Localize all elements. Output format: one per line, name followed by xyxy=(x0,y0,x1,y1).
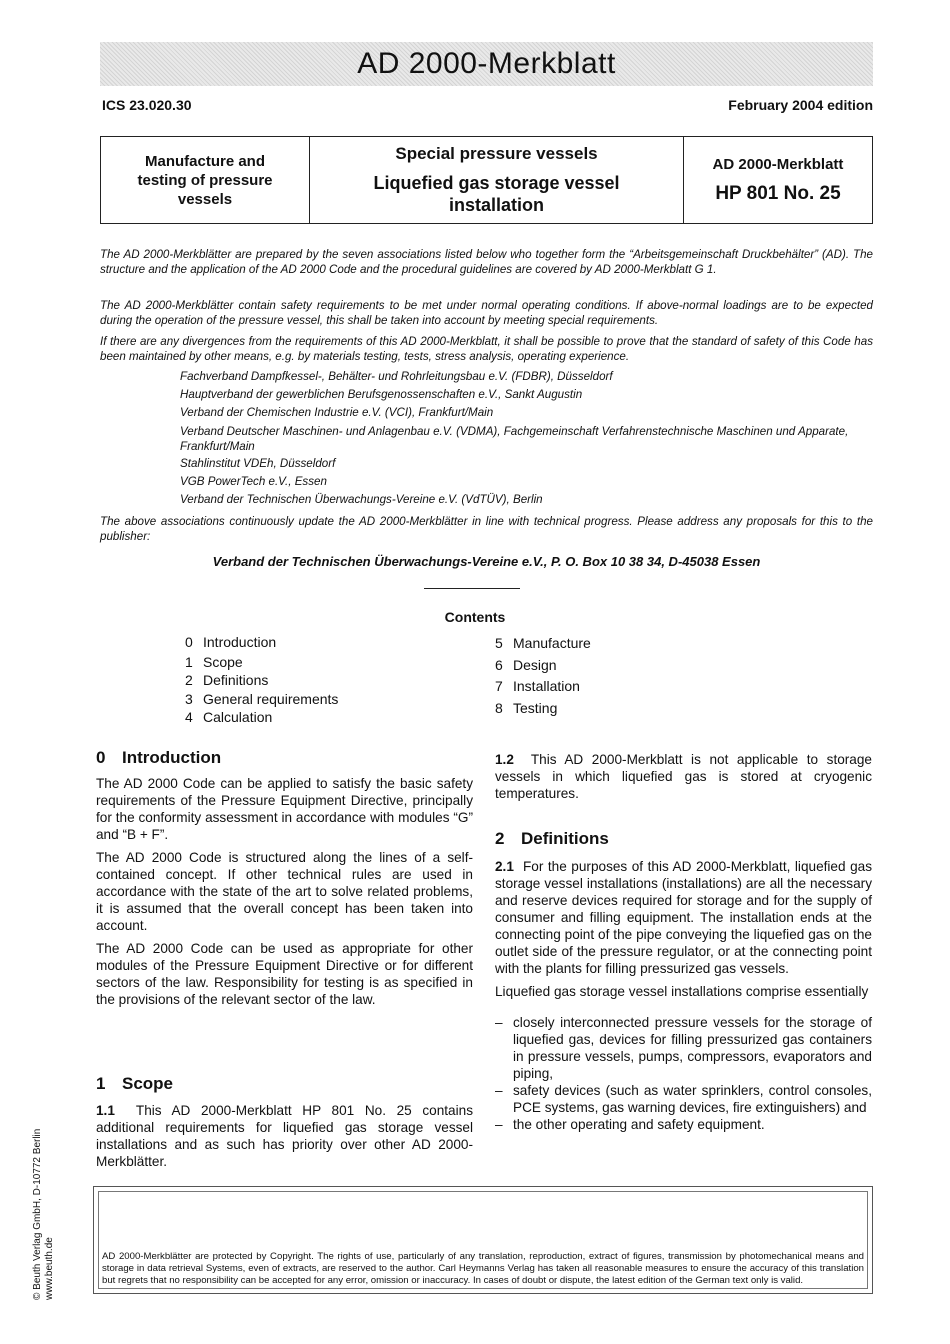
contents-list-left xyxy=(185,632,338,727)
copyright-notice: AD 2000-Merkblätter are protected by Copyright. The rights of use, particularly of any translation, reproduction, extract of figures, transmission by photomechanical means and storage in data retrieval Systems, even of extracts, are reserved to the author. Carl Heymanns Verlag has taken all reasonable measures to ensure the accuracy of this translation but regrets that no responsibility can be accepted for any error, omission or inaccuracy. In cases of doubt or dispute, the latest edition of the German text only is valid. xyxy=(102,1251,864,1286)
publisher-address: Verband der Technischen Überwachungs-Vereine e.V., P. O. Box 10 38 34, D-45038 Essen xyxy=(212,554,761,569)
toc-item[interactable]: 0 Introduction xyxy=(185,634,277,650)
document-title: AD 2000-Merkblatt xyxy=(357,47,616,80)
side-line: © Beuth Verlag GmbH, D-10772 Berlin xyxy=(32,1128,43,1300)
toc-item[interactable]: 5 Manufacture xyxy=(495,635,591,651)
list-item: – safety devices (such as water sprinklers, control consoles, PCE systems, gas warning devices, fire extinguishers) and xyxy=(495,1083,872,1115)
list-item: – the other operating and safety equipment. xyxy=(495,1117,765,1132)
subject-cell xyxy=(310,137,684,223)
divider xyxy=(424,588,520,589)
contents-list-right xyxy=(495,633,591,719)
side-line: www.beuth.de xyxy=(44,1237,55,1300)
subject-title: Special pressure vessels xyxy=(395,144,598,163)
category-line: testing of pressure xyxy=(137,171,273,189)
section-scope xyxy=(96,1075,473,1176)
section-heading: 0 Introduction xyxy=(96,748,222,767)
section-introduction xyxy=(96,749,473,1014)
paragraph: Liquefied gas storage vessel installations comprise essentially xyxy=(495,984,869,999)
category-cell xyxy=(101,137,310,223)
side-publisher-note xyxy=(32,1129,56,1300)
toc-item[interactable]: 7 Installation xyxy=(495,678,580,694)
intro-paragraph: The AD 2000-Merkblätter are prepared by the seven associations listed below who together form the “Arbeitsgemeinschaft Druckbehälter” (AD). The structure and the application of the AD 2000 Code and the procedural guidelines are covered by AD 2000-Merkblatt G 1. xyxy=(100,248,873,276)
toc-item[interactable]: 2 Definitions xyxy=(185,672,269,688)
list-item: – closely interconnected pressure vessels for the storage of liquefied gas, devices for filling pressurized gas containers in pressure vessels, pumps, compressors, evaporators and piping, xyxy=(495,1015,872,1081)
paragraph: 1.1 This AD 2000-Merkblatt HP 801 No. 25 contains additional requirements for liquefied gas storage vessel installations and as such has priority over other AD 2000-Merkblätter. xyxy=(96,1103,473,1169)
copyright-box xyxy=(93,1186,873,1294)
intro-paragraph: The AD 2000-Merkblätter contain safety requirements to be met under normal operating conditions. If above-normal loadings are to be expected during the operation of the pressure vessel, this shall be taken into account by meeting special requirements. xyxy=(100,299,873,327)
toc-item[interactable]: 8 Testing xyxy=(495,699,558,716)
code-number: HP 801 No. 25 xyxy=(715,182,841,204)
paragraph: 2.1 For the purposes of this AD 2000-Merkblatt, liquefied gas storage vessel installations (installations) are all the necessary and reserve devices required for storage and for the supply of consumer and filling equipment. The installation ends at the connecting point of the pipe conveying the liquefied gas on the outlet side of the pressure regulator, or at the connecting point with the plants for filling pressurized gas vessels. xyxy=(495,859,872,976)
section-heading: 2 Definitions xyxy=(495,829,609,848)
paragraph: The AD 2000 Code is structured along the lines of a self-contained concept. If other technical rules are used in accordance with the state of the art to solve related problems, it is assumed that the overall concept has been taken into account. xyxy=(96,850,473,933)
association-item: Hauptverband der gewerblichen Berufsgenossenschaften e.V., Sankt Augustin xyxy=(180,388,583,401)
contents-title: Contents xyxy=(444,609,506,625)
header-box xyxy=(100,136,873,224)
scope-continued xyxy=(495,751,872,808)
ics-code: ICS 23.020.30 xyxy=(102,97,192,113)
title-banner xyxy=(100,42,873,86)
code-title: AD 2000-Merkblatt xyxy=(712,155,844,173)
category-line: Manufacture and xyxy=(144,152,265,170)
association-item: Verband Deutscher Maschinen- und Anlagenbau e.V. (VDMA), Fachgemeinschaft Verfahrenstechnische Maschinen und Apparate, Frankfurt/Main xyxy=(180,425,849,453)
association-item: Verband der Chemischen Industrie e.V. (VCI), Frankfurt/Main xyxy=(180,406,494,419)
association-item: Stahlinstitut VDEh, Düsseldorf xyxy=(180,457,336,470)
association-item: Fachverband Dampfkessel-, Behälter- und Rohrleitungsbau e.V. (FDBR), Düsseldorf xyxy=(180,370,613,383)
subject-subtitle-line: installation xyxy=(448,195,544,215)
subject-subtitle-line: Liquefied gas storage vessel xyxy=(373,173,620,193)
paragraph: The AD 2000 Code can be used as appropriate for other modules of the Pressure Equipment Directive or for different sectors of the law. Responsibility for testing is as specified in the provisions of the relevant sector of the law. xyxy=(96,941,473,1007)
association-item: VGB PowerTech e.V., Essen xyxy=(180,475,327,488)
intro-paragraph: The above associations continuously update the AD 2000-Merkblätter in line with technical progress. Please address any proposals for this to the publisher: xyxy=(100,515,873,543)
paragraph: The AD 2000 Code can be applied to satisfy the basic safety requirements of the Pressure Equipment Directive, principally for the conformity assessment in accordance with modules “G” and “B + F”. xyxy=(96,776,473,842)
section-heading: 1 Scope xyxy=(96,1074,174,1093)
toc-item[interactable]: 6 Design xyxy=(495,656,557,673)
toc-item[interactable]: 1 Scope xyxy=(185,654,243,670)
intro-paragraph: If there are any divergences from the requirements of this AD 2000-Merkblatt, it shall be possible to prove that the standard of safety of this Code has been maintained by other means, e.g. by materials testing, tests, stress analysis, operating experience. xyxy=(100,335,873,363)
toc-item[interactable]: 3 General requirements xyxy=(185,691,339,707)
edition-date: February 2004 edition xyxy=(728,97,873,113)
toc-item[interactable]: 4 Calculation xyxy=(185,709,273,725)
category-line: vessels xyxy=(177,190,233,208)
section-definitions xyxy=(495,830,872,1133)
code-cell xyxy=(684,137,872,223)
paragraph: 1.2 This AD 2000-Merkblatt is not applicable to storage vessels in which liquefied gas is stored at cryogenic temperatures. xyxy=(495,752,872,801)
association-item: Verband der Technischen Überwachungs-Vereine e.V. (VdTÜV), Berlin xyxy=(180,493,543,506)
